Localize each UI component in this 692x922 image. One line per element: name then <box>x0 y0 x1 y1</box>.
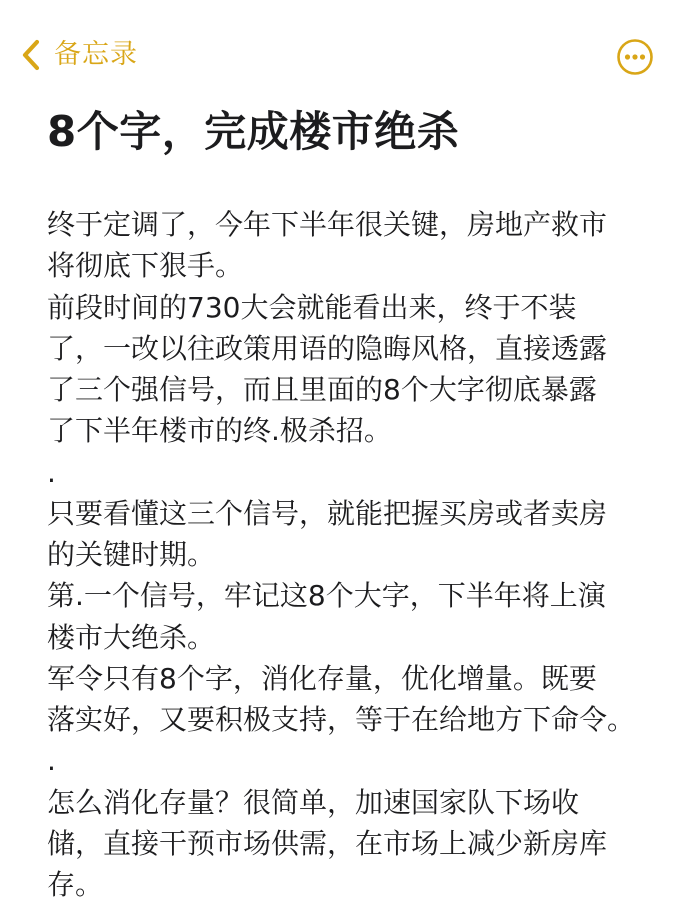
note-line: 只要看懂这三个信号，就能把握买房或者卖房 <box>47 496 608 530</box>
note-line: 楼市大绝杀。 <box>47 620 216 654</box>
note-line: . <box>47 744 56 778</box>
note-line: 前段时间的730大会就能看出来，终于不装 <box>47 290 577 324</box>
note-line: 终于定调了，今年下半年很关键，房地产救市 <box>47 208 608 241</box>
note-line: 第.一个信号，牢记这8个大字，下半年将上演 <box>47 579 606 613</box>
back-label: 备忘录 <box>54 39 138 70</box>
back-button[interactable] <box>20 33 138 77</box>
note-line: 军令只有8个字，消化存量，优化增量。既要 <box>47 661 597 695</box>
note-line: . <box>47 455 56 489</box>
note-line: 了，一改以往政策用语的隐晦风格，直接透露 <box>47 331 608 365</box>
note-line: 了下半年楼市的终.极杀招。 <box>47 414 392 448</box>
note-line: 的关键时期。 <box>47 538 216 571</box>
note-body[interactable] <box>47 204 667 905</box>
note-line: 储，直接干预市场供需，在市场上减少新房库 <box>47 826 608 860</box>
chevron-left-icon <box>20 37 42 73</box>
note-line: 了三个强信号，而且里面的8个大字彻底暴露 <box>47 373 597 406</box>
note-line: 存。 <box>47 868 104 901</box>
note-line: 怎么消化存量？很简单，加速国家队下场收 <box>47 785 580 819</box>
note-line: 落实好，又要积极支持，等于在给地方下命令。 <box>47 703 636 736</box>
ellipsis-circle-icon[interactable] <box>616 38 654 76</box>
navigation-bar <box>0 0 692 108</box>
note-title: 8个字，完成楼市绝杀 <box>47 107 460 156</box>
note-line: 将彻底下狠手。 <box>47 249 244 283</box>
